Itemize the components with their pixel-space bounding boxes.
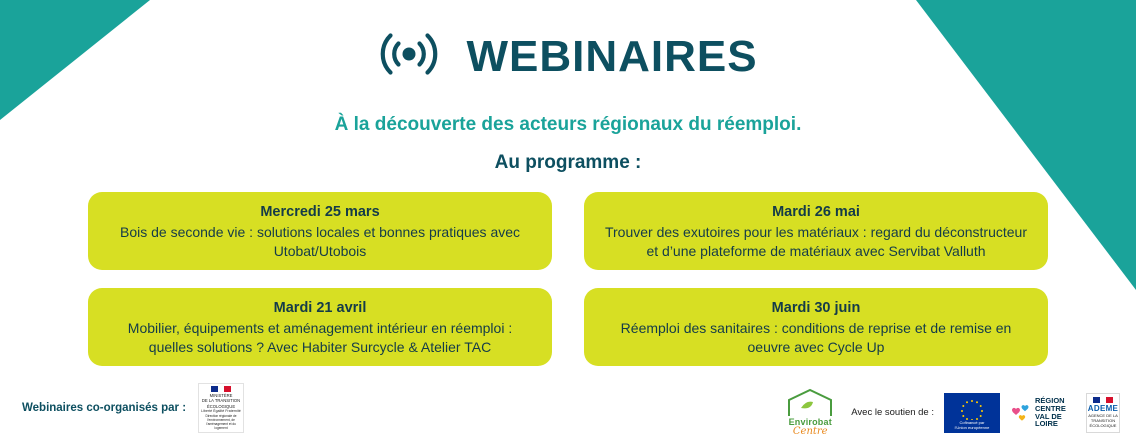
region-line1: RÉGION: [1035, 395, 1065, 405]
webinar-card-grid: [88, 192, 1048, 366]
region-line2: CENTRE: [1035, 403, 1066, 413]
webinar-date: Mercredi 25 mars: [260, 203, 380, 220]
webinar-card[interactable]: [584, 192, 1048, 270]
webinar-date: Mardi 21 avril: [273, 299, 367, 316]
webinar-card[interactable]: [88, 192, 552, 270]
wifi-broadcast-icon: [378, 28, 440, 85]
rf-caption: Direction régionale de l’environnement, de l’aménagement et du logement: [205, 414, 237, 430]
webinar-description: Bois de seconde vie : solutions locales et bonnes pratiques avec Utobat/Utobois: [119, 223, 521, 259]
eu-stars-icon: [959, 398, 985, 420]
webinar-date: Mardi 30 juin: [771, 299, 861, 316]
rf-ministry-line1: MINISTÈRE: [209, 393, 233, 398]
poster-header: [0, 28, 1136, 85]
rf-ministry-line3: ÉCOLOGIQUE: [206, 403, 236, 409]
poster-subtitle: À la découverte des acteurs régionaux du réemploi.: [334, 114, 802, 135]
envirobat-name: Envirobat: [788, 417, 832, 427]
coorganized-label: Webinaires co-organisés par :: [22, 402, 187, 414]
webinar-card[interactable]: [88, 288, 552, 366]
european-union-logo: [944, 393, 1000, 433]
french-flag-icon: [211, 386, 231, 392]
rf-motto: Liberté Égalité Fraternité: [201, 408, 241, 413]
french-flag-icon: [1093, 397, 1113, 403]
republique-francaise-logo: [198, 383, 244, 433]
envirobat-sub: Centre: [792, 426, 828, 437]
footer-coorganizers: [22, 383, 244, 433]
envirobat-logo: [779, 388, 841, 437]
webinar-description: Mobilier, équipements et aménagement intérieur en réemploi : quelles solutions ? Avec Habiter Surcycle & Atelier TAC: [127, 319, 513, 355]
program-label: Au programme :: [494, 152, 642, 173]
rf-ministry-line2: DE LA TRANSITION: [201, 398, 241, 404]
hearts-icon: [1010, 402, 1032, 424]
eu-line2: l’Union européenne: [954, 424, 990, 430]
eu-line1: Cofinancé par: [959, 419, 985, 425]
footer-supporters: [779, 388, 1120, 437]
webinar-description: Réemploi des sanitaires : conditions de reprise et de remise en oeuvre avec Cycle Up: [620, 319, 1012, 355]
region-line3: VAL DE LOIRE: [1035, 411, 1062, 429]
house-icon: [781, 388, 839, 418]
region-centre-val-de-loire-logo: [1010, 393, 1076, 433]
webinar-description: Trouver des exutoires pour les matériaux : regard du déconstructeur et d’une plateforme de matériaux avec Servibat Valluth: [604, 223, 1028, 259]
page-title: WEBINAIRES: [466, 31, 758, 81]
webinar-date: Mardi 26 mai: [772, 203, 860, 220]
ademe-logo: [1086, 393, 1120, 433]
ademe-mark: ADEME: [1087, 404, 1119, 413]
ademe-caption: AGENCE DE LA TRANSITION ÉCOLOGIQUE: [1088, 413, 1118, 428]
webinar-card[interactable]: [584, 288, 1048, 366]
support-label: Avec le soutien de :: [851, 407, 934, 418]
